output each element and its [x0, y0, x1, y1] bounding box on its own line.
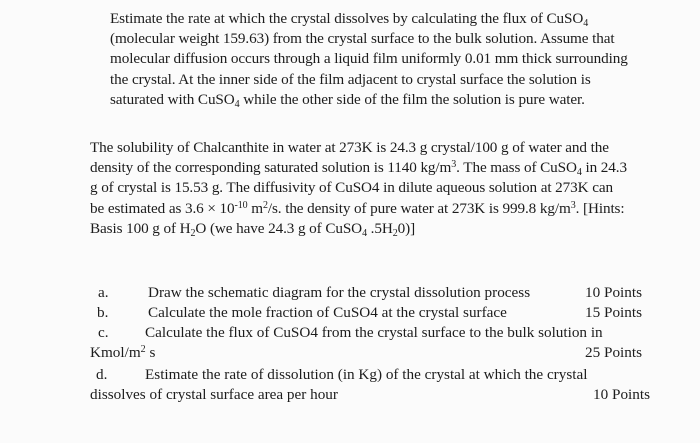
given-data	[90, 138, 627, 239]
question-letter: d.	[96, 366, 108, 383]
question-text: Calculate the flux of CuSO4 from the crystal surface to the bulk solution in	[145, 324, 603, 341]
question-letter: a.	[98, 284, 109, 301]
statement-line: molecular diffusion occurs through a liquid film uniformly 0.01 mm thick surrounding	[110, 50, 628, 68]
statement-line: Estimate the rate at which the crystal dissolves by calculating the flux of CuSO$_4$	[110, 10, 589, 29]
data-line: Basis 100 g of $H_2O$ (we have 24.3 g of CuSO$_4$ $.5H_20$)]	[90, 219, 416, 239]
data-line: The solubility of Chalcanthite in water at 273K is 24.3 g crystal/100 g of water and the	[90, 139, 609, 156]
points-label: 10 Points	[593, 386, 650, 403]
data-line: be estimated as $3.6 \times 10^{-10}$ $m^2/s$. the density of pure water at 273K is 999.8 $kg/m^3$. [Hints:	[90, 199, 625, 217]
statement-line: saturated with CuSO$_4$ while the other side of the film the solution is pure water.	[110, 90, 585, 110]
data-line: g of crystal is 15.53 g. The diffusivity of CuSO4 in dilute aqueous solution at 273K can	[90, 179, 613, 197]
flux-unit: Kmol/$m^2$ s	[90, 344, 156, 361]
statement-line: the crystal. At the inner side of the film adjacent to crystal surface the solution is	[110, 70, 591, 88]
question-letter: b.	[97, 304, 109, 321]
question-text: Estimate the rate of dissolution (in Kg) of the crystal at which the crystal	[145, 366, 588, 383]
question-text: Draw the schematic diagram for the crystal dissolution process	[148, 284, 531, 301]
points-label: 10 Points	[585, 284, 642, 301]
question-text: Calculate the mole fraction of CuSO4 at the crystal surface	[148, 304, 507, 321]
points-label: 25 Points	[585, 344, 642, 361]
points-label: 15 Points	[585, 304, 642, 321]
data-line: density of the corresponding saturated solution is 1140 $kg/m^3$. The mass of CuSO$_4$ in 24.3	[90, 159, 627, 179]
question-letter: c.	[98, 324, 109, 341]
statement-line: (molecular weight 159.63) from the crystal surface to the bulk solution. Assume that	[110, 30, 615, 48]
problem-statement	[110, 9, 628, 110]
question-text: dissolves of crystal surface area per hour	[90, 386, 338, 403]
